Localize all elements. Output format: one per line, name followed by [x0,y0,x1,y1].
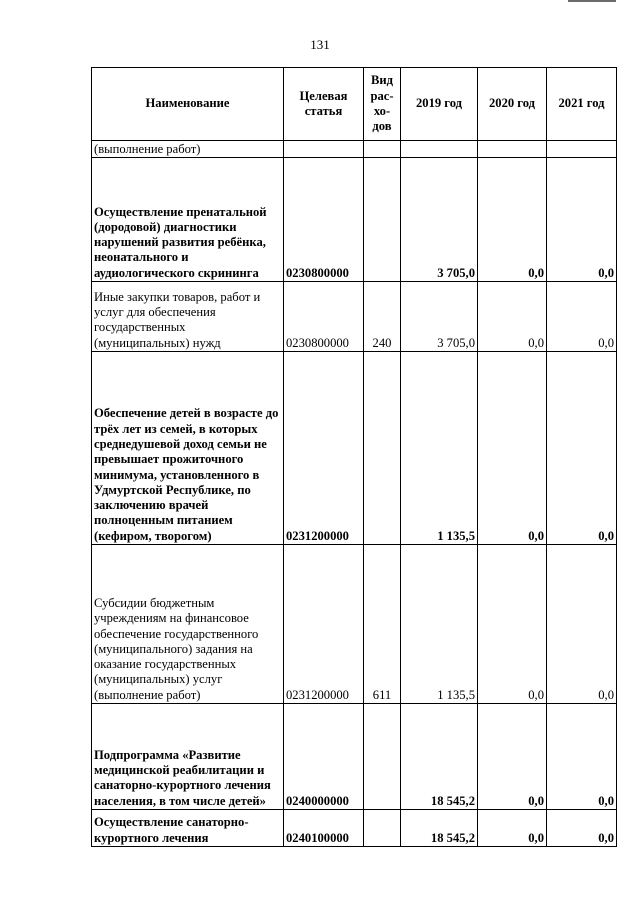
row-2020: 0,0 [478,282,547,352]
row-2019: 3 705,0 [401,158,478,282]
table-row [92,545,617,704]
row-code: 0230800000 [284,158,364,282]
row-vid: 611 [364,545,401,704]
row-2019: 1 135,5 [401,545,478,704]
row-code: 0240100000 [284,810,364,847]
header-code: Целевая статья [284,68,364,141]
row-name: Осуществление пренатальной (дородовой) диагностики нарушений развития ребёнка, неонатального и аудиологического скрининга [92,158,284,282]
row-2019: 18 545,2 [401,810,478,847]
header-2020: 2020 год [478,68,547,141]
row-name: Подпрограмма «Развитие медицинской реабилитации и санаторно-курортного лечения населения, в том числе детей» [92,704,284,810]
page-number: 131 [310,37,330,52]
header-vid: Вид рас-хо-дов [364,68,401,141]
row-name: Иные закупки товаров, работ и услуг для обеспечения государственных (муниципальных) нужд [92,282,284,352]
row-2020 [478,141,547,158]
row-2019 [401,141,478,158]
row-2021: 0,0 [547,545,617,704]
row-vid: 240 [364,282,401,352]
row-2021: 0,0 [547,810,617,847]
row-code: 0240000000 [284,704,364,810]
row-vid [364,158,401,282]
row-name: Субсидии бюджетным учреждениям на финансовое обеспечение государственного (муниципального) задания на оказание государственных (муниципальных) услуг (выполнение работ) [92,545,284,704]
row-code [284,141,364,158]
header-2021: 2021 год [547,68,617,141]
row-2020: 0,0 [478,704,547,810]
row-vid [364,141,401,158]
row-2021: 0,0 [547,282,617,352]
row-2021 [547,141,617,158]
row-code: 0230800000 [284,282,364,352]
table-row [92,141,617,158]
row-2020: 0,0 [478,158,547,282]
row-2019: 1 135,5 [401,352,478,545]
row-vid [364,704,401,810]
row-2020: 0,0 [478,810,547,847]
row-vid [364,810,401,847]
table-row [92,810,617,847]
table-row [92,704,617,810]
row-name: (выполнение работ) [92,141,284,158]
row-2020: 0,0 [478,545,547,704]
row-2021: 0,0 [547,158,617,282]
header-2019: 2019 год [401,68,478,141]
row-code: 0231200000 [284,352,364,545]
row-code: 0231200000 [284,545,364,704]
corner-mark [568,0,616,2]
row-2019: 18 545,2 [401,704,478,810]
row-2021: 0,0 [547,704,617,810]
row-name: Осуществление санаторно-курортного лечения [92,810,284,847]
row-2019: 3 705,0 [401,282,478,352]
row-vid [364,352,401,545]
table-row [92,352,617,545]
row-name: Обеспечение детей в возрасте до трёх лет из семей, в которых среднедушевой доход семьи не превышает прожиточного минимума, установленного в Удмуртской Республике, по заключению врачей полноценным питанием (кефиром, творогом) [92,352,284,545]
row-2021: 0,0 [547,352,617,545]
row-2020: 0,0 [478,352,547,545]
table-row [92,158,617,282]
table-header-row [92,68,617,141]
header-name: Наименование [92,68,284,141]
budget-table [91,67,617,847]
table-row [92,282,617,352]
